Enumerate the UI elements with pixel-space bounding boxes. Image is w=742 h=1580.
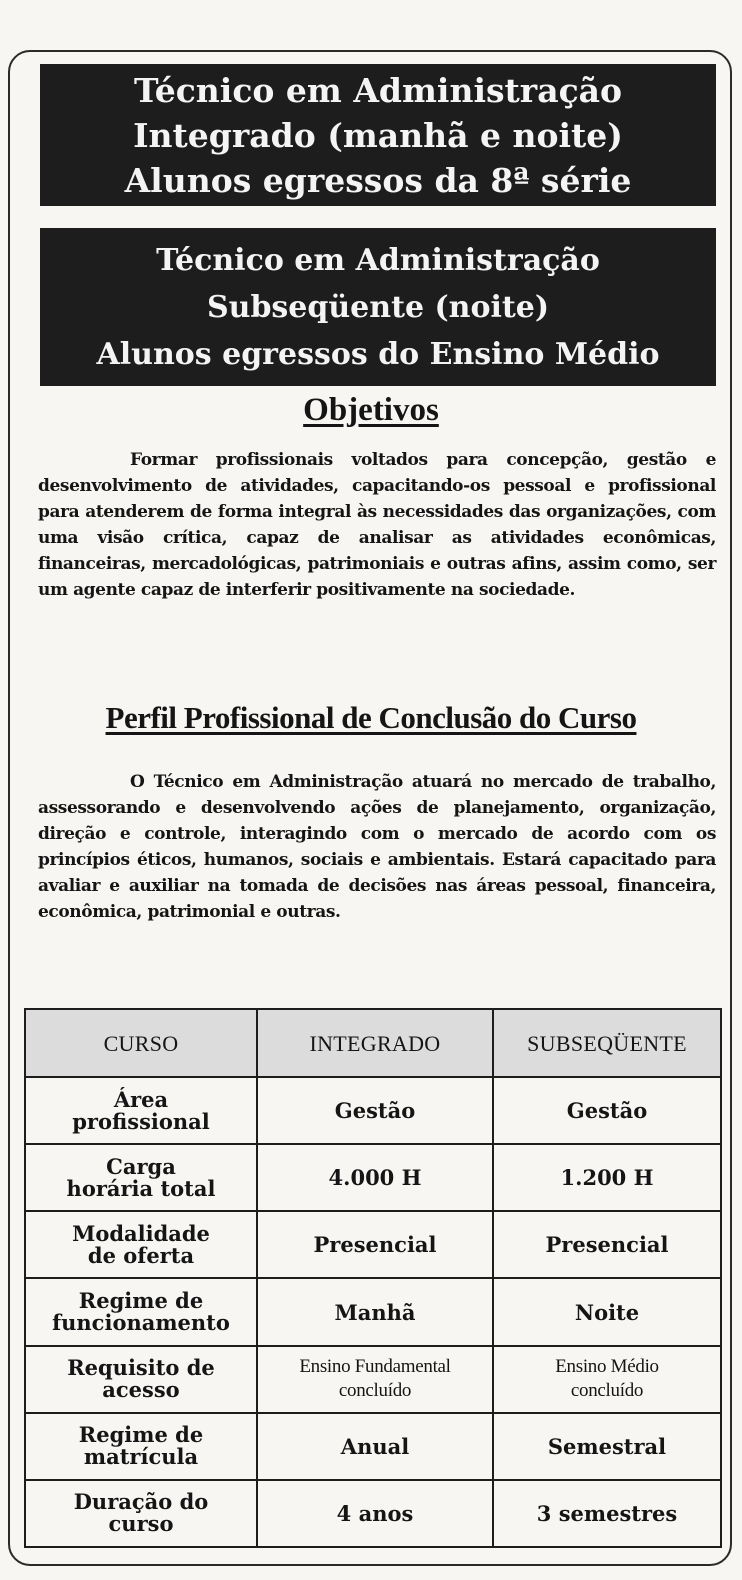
integrado-value-cell: [257, 1346, 493, 1413]
cell-text-line: Presencial: [313, 1232, 437, 1258]
subsequente-value-cell: [493, 1077, 721, 1144]
cell-text-line: Regime de: [78, 1422, 204, 1448]
table-row: [25, 1278, 721, 1345]
table-row: [25, 1346, 721, 1413]
subsequente-value-cell: [493, 1211, 721, 1278]
cell-text-line: concluído: [338, 1380, 412, 1402]
cell-text-line: Semestral: [547, 1433, 667, 1459]
header-cell-curso: CURSO: [25, 1009, 257, 1077]
row-label-cell: [25, 1144, 257, 1211]
cell-text-line: Anual: [340, 1433, 410, 1459]
integrado-value-cell: [257, 1211, 493, 1278]
cell-text-line: Presencial: [545, 1232, 669, 1258]
header-cell-integrado: INTEGRADO: [257, 1009, 493, 1077]
integrado-value-cell: [257, 1278, 493, 1345]
row-label-cell: [25, 1480, 257, 1547]
cell-text-line: funcionamento: [52, 1310, 230, 1335]
cell-text-line: Requisito de: [67, 1355, 215, 1381]
cell-text-line: de oferta: [87, 1242, 195, 1268]
cell-text-line: Ensino Fundamental: [299, 1356, 451, 1378]
header-cell-subsequente: SUBSEQÜENTE: [493, 1009, 721, 1077]
integrado-value-cell: [257, 1413, 493, 1480]
row-label-cell: [25, 1346, 257, 1413]
subsequente-value-cell: [493, 1278, 721, 1345]
row-label-cell: [25, 1077, 257, 1144]
banner-line: Alunos egressos do Ensino Médio: [96, 336, 660, 372]
table-row: [25, 1077, 721, 1144]
cell-text-line: Duração do: [73, 1489, 209, 1515]
row-label-cell: [25, 1278, 257, 1345]
subsequente-value-cell: [493, 1480, 721, 1547]
table-row: [25, 1144, 721, 1211]
cell-text-line: Modalidade: [72, 1220, 210, 1246]
table-header-row: [25, 1009, 721, 1077]
cell-text-line: Ensino Médio: [555, 1356, 659, 1378]
banner-line: Alunos egressos da 8ª série: [124, 160, 632, 200]
banner-subsequente: [40, 228, 716, 386]
cell-text-line: profissional: [72, 1108, 210, 1134]
cell-text-line: 1.200 H: [560, 1165, 654, 1191]
banner-line: Técnico em Administração: [133, 70, 623, 110]
perfil-text: O Técnico em Administração atuará no mercado de trabalho, assessorando e desenvolvendo ações de planejamento, organização, direção e controle, interagindo com o mercado de acordo com os princípios éticos, humanos, sociais e ambientais. Estará capacitado para avaliar e auxiliar na tomada de decisões nas áreas pessoal, financeira, econômica, patrimonial e outras.: [38, 772, 716, 922]
cell-text-line: Regime de: [78, 1288, 204, 1313]
course-comparison-table: [24, 1008, 722, 1548]
cell-text-line: curso: [108, 1511, 174, 1537]
table-row: [25, 1480, 721, 1547]
row-label-cell: [25, 1211, 257, 1278]
cell-text-line: Área: [113, 1086, 169, 1112]
cell-text-line: Gestão: [334, 1098, 416, 1124]
cell-text-line: 4.000 H: [328, 1165, 422, 1191]
table-body: [25, 1009, 721, 1547]
subsequente-value-cell: [493, 1413, 721, 1480]
cell-text-line: Noite: [574, 1299, 640, 1325]
banner-line: Subseqüente (noite): [206, 289, 550, 325]
cell-text-line: Carga: [106, 1153, 176, 1179]
cell-text-line: Manhã: [334, 1299, 416, 1325]
perfil-heading: Perfil Profissional de Conclusão do Curso: [105, 700, 637, 735]
cell-text-line: horária total: [66, 1175, 216, 1201]
cell-text-line: matrícula: [83, 1444, 199, 1470]
integrado-value-cell: [257, 1077, 493, 1144]
cell-text-line: concluído: [570, 1380, 644, 1402]
subsequente-value-cell: [493, 1144, 721, 1211]
cell-text-line: acesso: [102, 1377, 180, 1403]
integrado-value-cell: [257, 1480, 493, 1547]
objetivos-paragraph: [38, 447, 716, 603]
table-row: [25, 1413, 721, 1480]
cell-text-line: 3 semestres: [536, 1500, 678, 1526]
table-row: [25, 1211, 721, 1278]
integrado-value-cell: [257, 1144, 493, 1211]
subsequente-value-cell: [493, 1346, 721, 1413]
row-label-cell: [25, 1413, 257, 1480]
banner-line: Integrado (manhã e noite): [133, 115, 623, 155]
cell-text-line: Gestão: [566, 1098, 648, 1124]
objetivos-text: Formar profissionais voltados para concepção, gestão e desenvolvimento de atividades, capacitando-os pessoal e profissional para atenderem de forma integral às necessidades das organizações, com uma visão crítica, capaz de analisar as atividades econômicas, financeiras, mercadológicas, patrimoniais e outras afins, assim como, ser um agente capaz de interferir positivamente na sociedade.: [38, 450, 716, 600]
cell-text-line: 4 anos: [336, 1500, 414, 1526]
objetivos-heading: Objetivos: [303, 392, 439, 428]
banner-integrado: [40, 64, 716, 206]
banner-line: Técnico em Administração: [156, 242, 600, 278]
perfil-paragraph: [38, 769, 716, 925]
